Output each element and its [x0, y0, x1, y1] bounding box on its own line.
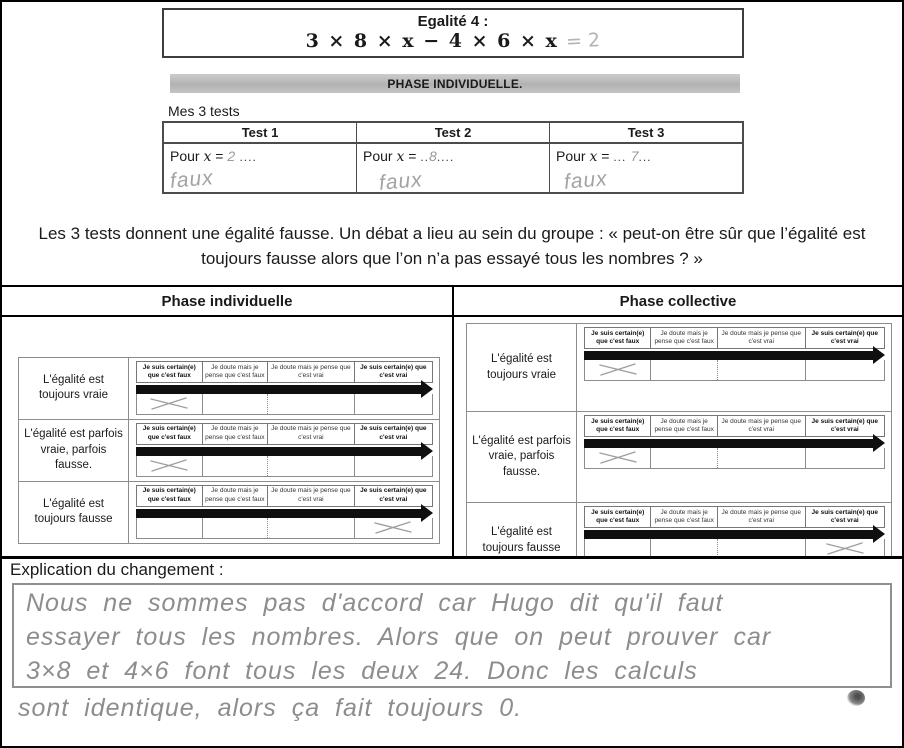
- certainty-scale: [129, 420, 439, 481]
- collective-rows-block: [466, 323, 892, 556]
- right-arrow: [584, 439, 874, 448]
- certainty-scale: [577, 412, 891, 502]
- x-mark: [371, 520, 415, 535]
- scale-label-doute-vrai: Je doute mais je pense que c'est vrai: [718, 416, 806, 436]
- answer-cell-1: [137, 518, 203, 538]
- phases-body: [2, 317, 902, 556]
- answer-cell-1: [585, 448, 651, 468]
- scale-label-certain-faux: Je suis certain(e) que c'est faux: [137, 424, 203, 444]
- scale-label-certain-faux: Je suis certain(e) que c'est faux: [137, 486, 203, 506]
- x-mark: [147, 396, 191, 411]
- handwritten-line: essayer tous les nombres. Alors que on peut prouver car: [26, 623, 772, 651]
- right-arrow: [584, 351, 874, 360]
- handwritten-line: 3×8 et 4×6 font tous les deux 24. Donc les calculs: [26, 657, 698, 685]
- test1-header: Test 1: [164, 123, 357, 142]
- answer-cell-2: [203, 456, 269, 476]
- certainty-row: [18, 357, 440, 420]
- certainty-scale: [577, 324, 891, 411]
- handwritten-faux: faux: [169, 166, 215, 193]
- certainty-row: [466, 411, 892, 503]
- certainty-row: [18, 419, 440, 482]
- scale-label-certain-vrai: Je suis certain(e) que c'est vrai: [811, 508, 879, 524]
- handwritten-explanation-box: [12, 583, 892, 688]
- test2-cell: Pour x = ..8.... faux: [357, 144, 550, 192]
- certainty-scale-headers: [136, 423, 433, 445]
- handwritten-line: sont identique, alors ça fait toujours 0.: [18, 694, 523, 722]
- answer-cell-3: [268, 394, 355, 414]
- scale-label-doute-faux: Je doute mais je pense que c'est faux: [203, 486, 269, 506]
- certainty-scale: [577, 503, 891, 556]
- scale-label-certain-faux: Je suis certain(e) que c'est faux: [585, 416, 651, 436]
- equation-box: [162, 8, 744, 58]
- certainty-row: [466, 323, 892, 412]
- right-arrow: [136, 509, 422, 518]
- scale-label-certain-vrai: Je suis certain(e) que c'est vrai: [360, 425, 427, 441]
- answer-strip: [136, 518, 433, 539]
- certainty-row-label: L'égalité est toujours fausse: [19, 482, 129, 543]
- answer-cell-2: [651, 448, 717, 468]
- answer-cell-1: [137, 456, 203, 476]
- certainty-scale-headers: [136, 485, 433, 507]
- answer-cell-3: [268, 456, 355, 476]
- equation-title: Egalité 4 :: [417, 13, 489, 30]
- answer-cell-3: [718, 448, 806, 468]
- scale-label-doute-vrai: Je doute mais je pense que c'est vrai: [268, 362, 355, 382]
- scale-label-certain-faux: Je suis certain(e) que c'est faux: [585, 507, 651, 527]
- answer-cell-2: [651, 360, 717, 380]
- scale-label-certain-faux: Je suis certain(e) que c'est faux: [137, 362, 203, 382]
- scale-label-certain-vrai: Je suis certain(e) que c'est vrai: [811, 329, 879, 345]
- answer-strip: [584, 360, 885, 381]
- phase-individuelle-banner: [170, 74, 740, 93]
- explanation-label: Explication du changement :: [10, 560, 224, 579]
- test3-cell: Pour x = ... 7... faux: [556, 148, 652, 194]
- ink-smudge: [847, 690, 865, 706]
- phase-individuelle-header: Phase individuelle: [2, 287, 454, 315]
- x-mark: [596, 450, 640, 465]
- right-arrow: [136, 385, 422, 394]
- handwritten-answer: = 2: [565, 29, 601, 53]
- x-mark: [147, 458, 191, 473]
- handwritten-test-value: 2: [227, 148, 236, 164]
- tests-body-row: [164, 144, 742, 195]
- certainty-scale-headers: [136, 361, 433, 383]
- scale-label-certain-vrai: Je suis certain(e) que c'est vrai: [811, 417, 879, 433]
- answer-cell-1: [585, 539, 651, 556]
- answer-cell-3: [718, 539, 806, 556]
- scale-label-certain-vrai: Je suis certain(e) que c'est vrai: [360, 363, 427, 379]
- certainty-scale-headers: [584, 327, 885, 349]
- certainty-row-label: L'égalité est toujours fausse: [467, 503, 577, 556]
- scale-label-certain-vrai: Je suis certain(e) que c'est vrai: [360, 487, 427, 503]
- handwritten-faux: faux: [563, 167, 609, 194]
- certainty-row-label: L'égalité est toujours vraie: [19, 358, 129, 419]
- phase-collective-header: Phase collective: [619, 292, 737, 310]
- certainty-row: [466, 502, 892, 556]
- certainty-row-label: L'égalité est parfois vraie, parfois fausse.: [467, 412, 577, 502]
- answer-cell-3: [718, 360, 806, 380]
- test2-header: Test 2: [357, 123, 550, 142]
- handwritten-test-value: 8: [429, 148, 437, 164]
- right-arrow: [136, 447, 422, 456]
- answer-cell-2: [651, 539, 717, 556]
- test1-cell: Pour x = 2 .... faux: [164, 144, 357, 192]
- x-mark: [596, 362, 640, 377]
- certainty-scale: [129, 358, 439, 419]
- certainty-scale: [129, 482, 439, 543]
- answer-strip: [584, 539, 885, 556]
- answer-cell-2: [203, 518, 269, 538]
- right-arrow: [584, 530, 874, 539]
- individual-rows-block: [18, 357, 440, 544]
- phases-header-row: [2, 287, 902, 317]
- tests-caption: Mes 3 tests: [168, 103, 240, 119]
- answer-strip: [136, 456, 433, 477]
- tests-table: [162, 121, 744, 194]
- scale-label-doute-faux: Je doute mais je pense que c'est faux: [651, 416, 717, 436]
- answer-cell-2: [203, 394, 269, 414]
- scale-label-doute-faux: Je doute mais je pense que c'est faux: [203, 424, 269, 444]
- tests-header-row: [164, 123, 742, 144]
- handwritten-test-value: 7: [630, 148, 639, 164]
- answer-strip: [136, 394, 433, 415]
- certainty-row-label: L'égalité est parfois vraie, parfois fausse.: [19, 420, 129, 481]
- certainty-scale-headers: [584, 415, 885, 437]
- handwritten-line: Nous ne sommes pas d'accord car Hugo dit qu'il faut: [26, 589, 724, 617]
- scale-label-doute-vrai: Je doute mais je pense que c'est vrai: [718, 328, 806, 348]
- certainty-scale-headers: [584, 506, 885, 528]
- answer-cell-1: [137, 394, 203, 414]
- debate-paragraph: Les 3 tests donnent une égalité fausse. Un débat a lieu au sein du groupe : « peut-on être sûr que l’égalité est toujours fausse alors que l’on n’a pas essayé tous les nombres ? »: [38, 224, 866, 268]
- handwritten-faux: faux: [378, 168, 424, 195]
- phase-individuelle-column: [2, 317, 454, 556]
- scale-label-doute-faux: Je doute mais je pense que c'est faux: [651, 507, 717, 527]
- scale-label-doute-vrai: Je doute mais je pense que c'est vrai: [268, 486, 355, 506]
- phases-table: [2, 285, 902, 559]
- scale-label-doute-vrai: Je doute mais je pense que c'est vrai: [268, 424, 355, 444]
- scale-label-doute-vrai: Je doute mais je pense que c'est vrai: [718, 507, 806, 527]
- answer-cell-3: [268, 518, 355, 538]
- test3-header: Test 3: [627, 125, 665, 140]
- certainty-row-label: L'égalité est toujours vraie: [467, 324, 577, 411]
- equation-expression: 3 × 8 × x − 4 × 6 × x = 2: [305, 29, 601, 53]
- answer-cell-1: [585, 360, 651, 380]
- phase-banner-label: PHASE INDIVIDUELLE.: [387, 76, 523, 91]
- scale-label-doute-faux: Je doute mais je pense que c'est faux: [203, 362, 269, 382]
- scale-label-certain-faux: Je suis certain(e) que c'est faux: [585, 328, 651, 348]
- phase-collective-column: [454, 317, 902, 556]
- certainty-row: [18, 481, 440, 544]
- x-mark: [823, 541, 867, 556]
- answer-strip: [584, 448, 885, 469]
- scale-label-doute-faux: Je doute mais je pense que c'est faux: [651, 328, 717, 348]
